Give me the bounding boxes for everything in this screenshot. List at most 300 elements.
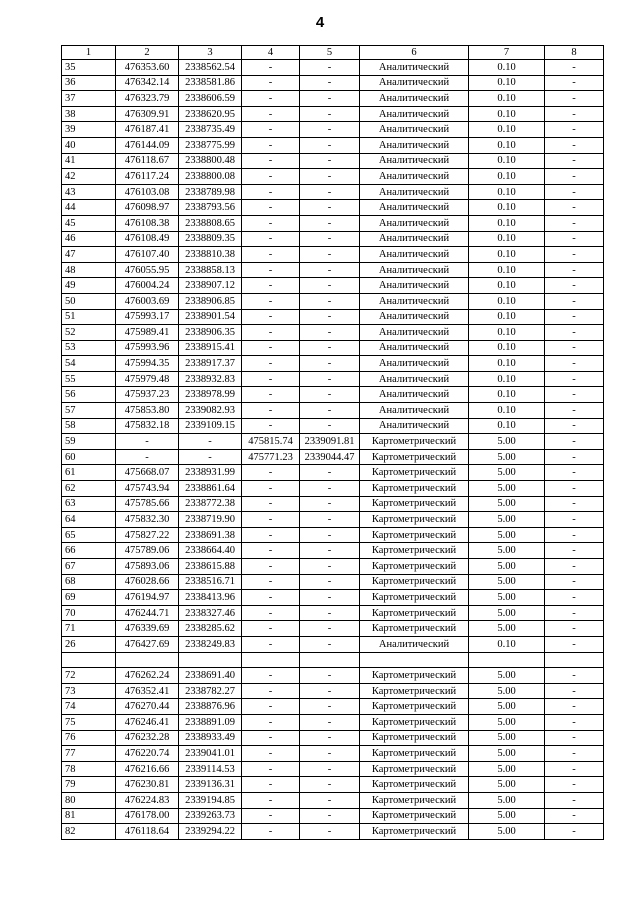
x-coordinate-cell: 476187.41	[116, 122, 179, 138]
x-coordinate-alt-cell: -	[242, 137, 300, 153]
y-coordinate-cell: 2338719.90	[179, 512, 242, 528]
x-coordinate-alt-cell: -	[242, 325, 300, 341]
x-coordinate-alt-cell: 475771.23	[242, 449, 300, 465]
table-row	[62, 590, 604, 606]
determination-method-cell: Картометрический	[360, 777, 469, 793]
note-cell: -	[545, 356, 604, 372]
y-coordinate-alt-cell: 2339044.47	[300, 449, 360, 465]
note-cell: -	[545, 527, 604, 543]
x-coordinate-alt-cell: -	[242, 730, 300, 746]
y-coordinate-alt-cell: -	[300, 200, 360, 216]
table-body	[62, 60, 604, 840]
y-coordinate-cell: 2338917.37	[179, 356, 242, 372]
table-row	[62, 559, 604, 575]
y-coordinate-alt-cell: -	[300, 325, 360, 341]
table-row	[62, 247, 604, 263]
x-coordinate-alt-cell: -	[242, 496, 300, 512]
determination-method-cell: Картометрический	[360, 730, 469, 746]
x-coordinate-cell: 476103.08	[116, 184, 179, 200]
y-coordinate-alt-cell: -	[300, 683, 360, 699]
x-coordinate-cell: 476270.44	[116, 699, 179, 715]
accuracy-cell: 5.00	[469, 465, 545, 481]
determination-method-cell: Аналитический	[360, 356, 469, 372]
accuracy-cell: 0.10	[469, 403, 545, 419]
y-coordinate-alt-cell: -	[300, 590, 360, 606]
table-row	[62, 325, 604, 341]
x-coordinate-alt-cell: -	[242, 293, 300, 309]
determination-method-cell: Картометрический	[360, 792, 469, 808]
x-coordinate-alt-cell: -	[242, 278, 300, 294]
point-number-cell: 38	[62, 106, 116, 122]
determination-method-cell: Аналитический	[360, 636, 469, 652]
x-coordinate-cell: 476118.67	[116, 153, 179, 169]
accuracy-cell: 5.00	[469, 496, 545, 512]
accuracy-cell: 5.00	[469, 730, 545, 746]
x-coordinate-alt-cell: -	[242, 200, 300, 216]
y-coordinate-cell: 2338906.85	[179, 293, 242, 309]
y-coordinate-alt-cell: -	[300, 215, 360, 231]
y-coordinate-cell: 2338782.27	[179, 683, 242, 699]
note-cell: -	[545, 340, 604, 356]
table-row	[62, 481, 604, 497]
point-number-cell: 44	[62, 200, 116, 216]
x-coordinate-cell: 476339.69	[116, 621, 179, 637]
accuracy-cell: 0.10	[469, 169, 545, 185]
x-coordinate-cell: 476216.66	[116, 761, 179, 777]
table-row	[62, 668, 604, 684]
accuracy-cell: 5.00	[469, 481, 545, 497]
y-coordinate-alt-cell: -	[300, 605, 360, 621]
point-number-cell: 53	[62, 340, 116, 356]
note-cell: -	[545, 777, 604, 793]
x-coordinate-alt-cell: -	[242, 574, 300, 590]
accuracy-cell: 0.10	[469, 153, 545, 169]
y-coordinate-cell: 2338516.71	[179, 574, 242, 590]
accuracy-cell: 5.00	[469, 621, 545, 637]
note-cell: -	[545, 808, 604, 824]
x-coordinate-cell: 475937.23	[116, 387, 179, 403]
y-coordinate-alt-cell: -	[300, 60, 360, 76]
note-cell: -	[545, 215, 604, 231]
x-coordinate-alt-cell: -	[242, 371, 300, 387]
y-coordinate-cell: 2338800.48	[179, 153, 242, 169]
note-cell: -	[545, 200, 604, 216]
point-number-cell: 70	[62, 605, 116, 621]
y-coordinate-cell: 2338620.95	[179, 106, 242, 122]
accuracy-cell: 5.00	[469, 605, 545, 621]
x-coordinate-cell: 476262.24	[116, 668, 179, 684]
x-coordinate-cell: 476098.97	[116, 200, 179, 216]
table-row	[62, 356, 604, 372]
y-coordinate-cell: 2338793.56	[179, 200, 242, 216]
column-header: 8	[545, 46, 604, 60]
table-row	[62, 91, 604, 107]
x-coordinate-cell: 476108.49	[116, 231, 179, 247]
determination-method-cell: Аналитический	[360, 153, 469, 169]
y-coordinate-cell: 2338861.64	[179, 481, 242, 497]
x-coordinate-alt-cell: -	[242, 824, 300, 840]
y-coordinate-alt-cell: -	[300, 340, 360, 356]
note-cell: -	[545, 231, 604, 247]
table-row	[62, 636, 604, 652]
table-row	[62, 371, 604, 387]
x-coordinate-cell: 475979.48	[116, 371, 179, 387]
note-cell: -	[545, 746, 604, 762]
note-cell: -	[545, 309, 604, 325]
determination-method-cell: Картометрический	[360, 621, 469, 637]
point-number-cell: 47	[62, 247, 116, 263]
y-coordinate-alt-cell: -	[300, 761, 360, 777]
y-coordinate-cell: 2339263.73	[179, 808, 242, 824]
x-coordinate-alt-cell: -	[242, 559, 300, 575]
note-cell: -	[545, 824, 604, 840]
accuracy-cell: 5.00	[469, 543, 545, 559]
y-coordinate-alt-cell: -	[300, 403, 360, 419]
y-coordinate-alt-cell: -	[300, 512, 360, 528]
determination-method-cell: Аналитический	[360, 122, 469, 138]
note-cell: -	[545, 403, 604, 419]
table-row	[62, 543, 604, 559]
table-row	[62, 746, 604, 762]
point-number-cell: 81	[62, 808, 116, 824]
table-row	[62, 169, 604, 185]
y-coordinate-cell: 2339194.85	[179, 792, 242, 808]
y-coordinate-alt-cell: -	[300, 278, 360, 294]
point-number-cell: 67	[62, 559, 116, 575]
determination-method-cell: Картометрический	[360, 824, 469, 840]
x-coordinate-cell: 476244.71	[116, 605, 179, 621]
y-coordinate-alt-cell: -	[300, 371, 360, 387]
table-row	[62, 184, 604, 200]
x-coordinate-alt-cell: -	[242, 418, 300, 434]
x-coordinate-cell: 475668.07	[116, 465, 179, 481]
point-number-cell: 40	[62, 137, 116, 153]
table-row	[62, 60, 604, 76]
y-coordinate-cell: 2338691.38	[179, 527, 242, 543]
x-coordinate-alt-cell: -	[242, 590, 300, 606]
note-cell: -	[545, 496, 604, 512]
y-coordinate-alt-cell: -	[300, 106, 360, 122]
x-coordinate-cell: 476178.00	[116, 808, 179, 824]
point-number-cell: 58	[62, 418, 116, 434]
x-coordinate-alt-cell: -	[242, 746, 300, 762]
y-coordinate-alt-cell	[300, 652, 360, 668]
x-coordinate-cell: 476230.81	[116, 777, 179, 793]
x-coordinate-cell	[116, 652, 179, 668]
column-header: 6	[360, 46, 469, 60]
determination-method-cell: Аналитический	[360, 215, 469, 231]
y-coordinate-cell: 2338581.86	[179, 75, 242, 91]
note-cell: -	[545, 106, 604, 122]
point-number-cell: 82	[62, 824, 116, 840]
determination-method-cell: Картометрический	[360, 714, 469, 730]
note-cell: -	[545, 792, 604, 808]
note-cell: -	[545, 683, 604, 699]
table-row	[62, 761, 604, 777]
x-coordinate-cell: 475789.06	[116, 543, 179, 559]
table-row	[62, 106, 604, 122]
determination-method-cell: Аналитический	[360, 60, 469, 76]
y-coordinate-alt-cell: -	[300, 262, 360, 278]
x-coordinate-alt-cell: -	[242, 75, 300, 91]
column-header: 1	[62, 46, 116, 60]
accuracy-cell: 5.00	[469, 824, 545, 840]
x-coordinate-alt-cell: -	[242, 215, 300, 231]
point-number-cell: 39	[62, 122, 116, 138]
note-cell: -	[545, 699, 604, 715]
x-coordinate-cell: 475743.94	[116, 481, 179, 497]
accuracy-cell: 0.10	[469, 356, 545, 372]
note-cell: -	[545, 75, 604, 91]
table-row	[62, 434, 604, 450]
x-coordinate-alt-cell: -	[242, 60, 300, 76]
accuracy-cell: 0.10	[469, 231, 545, 247]
x-coordinate-cell: 476055.95	[116, 262, 179, 278]
x-coordinate-cell: 476309.91	[116, 106, 179, 122]
x-coordinate-cell: 476028.66	[116, 574, 179, 590]
y-coordinate-cell: 2338789.98	[179, 184, 242, 200]
determination-method-cell: Аналитический	[360, 309, 469, 325]
determination-method-cell: Картометрический	[360, 605, 469, 621]
accuracy-cell: 0.10	[469, 636, 545, 652]
determination-method-cell: Картометрический	[360, 496, 469, 512]
determination-method-cell: Аналитический	[360, 137, 469, 153]
note-cell: -	[545, 730, 604, 746]
y-coordinate-cell: 2338809.35	[179, 231, 242, 247]
y-coordinate-cell: 2338615.88	[179, 559, 242, 575]
point-number-cell: 36	[62, 75, 116, 91]
note-cell: -	[545, 325, 604, 341]
point-number-cell: 72	[62, 668, 116, 684]
accuracy-cell: 5.00	[469, 434, 545, 450]
y-coordinate-cell: 2338808.65	[179, 215, 242, 231]
point-number-cell: 69	[62, 590, 116, 606]
determination-method-cell: Аналитический	[360, 169, 469, 185]
note-cell: -	[545, 668, 604, 684]
determination-method-cell: Картометрический	[360, 761, 469, 777]
x-coordinate-cell: 475827.22	[116, 527, 179, 543]
accuracy-cell: 0.10	[469, 184, 545, 200]
accuracy-cell: 0.10	[469, 293, 545, 309]
point-number-cell: 41	[62, 153, 116, 169]
x-coordinate-alt-cell: -	[242, 636, 300, 652]
table-header-row	[62, 46, 604, 60]
y-coordinate-cell: 2338891.09	[179, 714, 242, 730]
x-coordinate-alt-cell: -	[242, 340, 300, 356]
point-number-cell: 80	[62, 792, 116, 808]
point-number-cell: 37	[62, 91, 116, 107]
x-coordinate-alt-cell: -	[242, 699, 300, 715]
x-coordinate-alt-cell: -	[242, 247, 300, 263]
column-header: 7	[469, 46, 545, 60]
y-coordinate-alt-cell: -	[300, 184, 360, 200]
y-coordinate-alt-cell: -	[300, 636, 360, 652]
accuracy-cell: 0.10	[469, 137, 545, 153]
point-number-cell: 61	[62, 465, 116, 481]
page-number: 4	[315, 14, 325, 31]
x-coordinate-alt-cell: -	[242, 543, 300, 559]
coordinates-table	[61, 45, 604, 840]
y-coordinate-cell: 2338691.40	[179, 668, 242, 684]
point-number-cell: 62	[62, 481, 116, 497]
accuracy-cell: 0.10	[469, 75, 545, 91]
y-coordinate-cell: 2339041.01	[179, 746, 242, 762]
accuracy-cell: 0.10	[469, 387, 545, 403]
determination-method-cell: Картометрический	[360, 434, 469, 450]
determination-method-cell: Картометрический	[360, 449, 469, 465]
y-coordinate-alt-cell: -	[300, 293, 360, 309]
table-row	[62, 699, 604, 715]
point-number-cell: 60	[62, 449, 116, 465]
x-coordinate-cell: 476194.97	[116, 590, 179, 606]
y-coordinate-cell: 2338772.38	[179, 496, 242, 512]
y-coordinate-cell: 2338907.12	[179, 278, 242, 294]
determination-method-cell: Картометрический	[360, 683, 469, 699]
column-header: 2	[116, 46, 179, 60]
accuracy-cell: 0.10	[469, 91, 545, 107]
y-coordinate-alt-cell: -	[300, 356, 360, 372]
point-number-cell: 77	[62, 746, 116, 762]
x-coordinate-alt-cell: -	[242, 714, 300, 730]
x-coordinate-alt-cell: -	[242, 387, 300, 403]
y-coordinate-alt-cell: -	[300, 309, 360, 325]
point-number-cell: 76	[62, 730, 116, 746]
x-coordinate-alt-cell: -	[242, 808, 300, 824]
note-cell: -	[545, 262, 604, 278]
table-row	[62, 262, 604, 278]
y-coordinate-alt-cell: -	[300, 169, 360, 185]
x-coordinate-alt-cell	[242, 652, 300, 668]
note-cell: -	[545, 543, 604, 559]
point-number-cell: 56	[62, 387, 116, 403]
accuracy-cell: 5.00	[469, 590, 545, 606]
table-row	[62, 449, 604, 465]
x-coordinate-alt-cell: -	[242, 169, 300, 185]
determination-method-cell: Картометрический	[360, 746, 469, 762]
table-row	[62, 730, 604, 746]
table-row	[62, 137, 604, 153]
x-coordinate-cell: -	[116, 434, 179, 450]
note-cell: -	[545, 605, 604, 621]
table-row	[62, 278, 604, 294]
y-coordinate-cell: 2338413.96	[179, 590, 242, 606]
table-row	[62, 200, 604, 216]
y-coordinate-alt-cell: -	[300, 668, 360, 684]
x-coordinate-cell: 475832.30	[116, 512, 179, 528]
table-row	[62, 621, 604, 637]
determination-method-cell: Картометрический	[360, 465, 469, 481]
note-cell: -	[545, 761, 604, 777]
x-coordinate-alt-cell: -	[242, 605, 300, 621]
point-number-cell: 55	[62, 371, 116, 387]
point-number-cell: 73	[62, 683, 116, 699]
accuracy-cell: 0.10	[469, 340, 545, 356]
table-row	[62, 309, 604, 325]
table-row	[62, 418, 604, 434]
determination-method-cell: Картометрический	[360, 559, 469, 575]
y-coordinate-cell: 2338933.49	[179, 730, 242, 746]
x-coordinate-cell: 475989.41	[116, 325, 179, 341]
note-cell: -	[545, 636, 604, 652]
y-coordinate-cell: 2338978.99	[179, 387, 242, 403]
y-coordinate-cell: 2338915.41	[179, 340, 242, 356]
accuracy-cell	[469, 652, 545, 668]
x-coordinate-alt-cell: -	[242, 792, 300, 808]
column-header: 3	[179, 46, 242, 60]
point-number-cell: 66	[62, 543, 116, 559]
table-row	[62, 714, 604, 730]
accuracy-cell: 0.10	[469, 309, 545, 325]
determination-method-cell	[360, 652, 469, 668]
accuracy-cell: 0.10	[469, 122, 545, 138]
x-coordinate-cell: 476004.24	[116, 278, 179, 294]
determination-method-cell: Аналитический	[360, 231, 469, 247]
y-coordinate-alt-cell: -	[300, 231, 360, 247]
table-row	[62, 231, 604, 247]
point-number-cell: 63	[62, 496, 116, 512]
x-coordinate-cell: 476342.14	[116, 75, 179, 91]
x-coordinate-alt-cell: -	[242, 481, 300, 497]
determination-method-cell: Аналитический	[360, 200, 469, 216]
y-coordinate-cell: 2338775.99	[179, 137, 242, 153]
y-coordinate-cell: -	[179, 449, 242, 465]
note-cell: -	[545, 434, 604, 450]
y-coordinate-alt-cell: -	[300, 824, 360, 840]
y-coordinate-alt-cell: -	[300, 153, 360, 169]
determination-method-cell: Картометрический	[360, 668, 469, 684]
accuracy-cell: 0.10	[469, 262, 545, 278]
accuracy-cell: 5.00	[469, 512, 545, 528]
y-coordinate-cell: 2338327.46	[179, 605, 242, 621]
y-coordinate-cell: 2338800.08	[179, 169, 242, 185]
x-coordinate-alt-cell: -	[242, 621, 300, 637]
x-coordinate-alt-cell: -	[242, 356, 300, 372]
point-number-cell: 75	[62, 714, 116, 730]
table-row	[62, 403, 604, 419]
accuracy-cell: 5.00	[469, 449, 545, 465]
x-coordinate-cell: 476352.41	[116, 683, 179, 699]
x-coordinate-alt-cell: -	[242, 231, 300, 247]
y-coordinate-alt-cell: -	[300, 574, 360, 590]
note-cell: -	[545, 465, 604, 481]
y-coordinate-alt-cell: -	[300, 746, 360, 762]
x-coordinate-cell: 475993.96	[116, 340, 179, 356]
point-number-cell: 50	[62, 293, 116, 309]
accuracy-cell: 5.00	[469, 808, 545, 824]
determination-method-cell: Аналитический	[360, 75, 469, 91]
y-coordinate-cell: 2338876.96	[179, 699, 242, 715]
determination-method-cell: Аналитический	[360, 371, 469, 387]
x-coordinate-alt-cell: -	[242, 403, 300, 419]
y-coordinate-cell: 2338285.62	[179, 621, 242, 637]
note-cell: -	[545, 590, 604, 606]
note-cell: -	[545, 91, 604, 107]
y-coordinate-alt-cell: -	[300, 730, 360, 746]
x-coordinate-cell: 476117.24	[116, 169, 179, 185]
determination-method-cell: Аналитический	[360, 403, 469, 419]
note-cell	[545, 652, 604, 668]
note-cell: -	[545, 184, 604, 200]
accuracy-cell: 5.00	[469, 746, 545, 762]
note-cell: -	[545, 387, 604, 403]
point-number-cell: 45	[62, 215, 116, 231]
accuracy-cell: 0.10	[469, 247, 545, 263]
note-cell: -	[545, 293, 604, 309]
y-coordinate-alt-cell: -	[300, 481, 360, 497]
accuracy-cell: 5.00	[469, 559, 545, 575]
determination-method-cell: Аналитический	[360, 387, 469, 403]
note-cell: -	[545, 418, 604, 434]
